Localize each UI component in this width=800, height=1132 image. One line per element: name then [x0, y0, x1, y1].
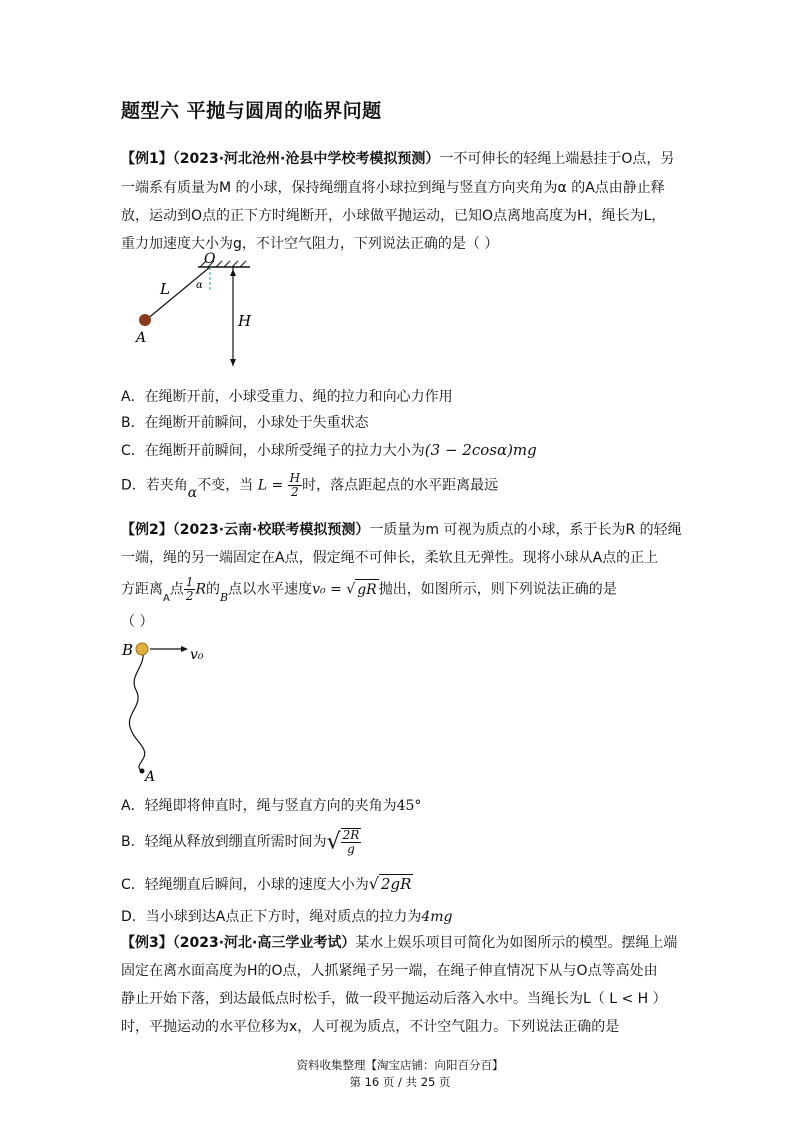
ex2-option-c-text: C．轻绳绷直后瞬间，小球的速度大小为	[121, 877, 369, 893]
ex1-line2: 一端系有质量为M 的小球，保持绳绷直将小球拉到绳与竖直方向夹角为α 的A点由静止释	[121, 180, 665, 196]
fig1-H: H	[238, 312, 252, 330]
ex1-option-d-frac	[288, 472, 302, 499]
fig2-v0: v₀	[190, 647, 204, 663]
ex2-option-d	[121, 906, 453, 926]
ex2-option-d-text: D．当小球到达A点正下方时，绳对质点的拉力为	[121, 909, 422, 925]
fig1-A: A	[136, 330, 147, 346]
point-a	[140, 769, 145, 774]
ball	[139, 314, 151, 326]
ex1-option-d	[121, 472, 498, 499]
ex2-option-a	[121, 795, 421, 815]
ex2-option-c-math: 2gR	[380, 875, 412, 893]
frac-den: 2	[291, 485, 299, 499]
ex2-l3c: 的	[206, 581, 221, 598]
ex2-figure	[118, 635, 218, 785]
ex2-frac	[184, 576, 196, 603]
ex2-option-b: B．轻绳从释放到绷直所需时间为√ $\frac{2R}{g}$	[121, 828, 360, 856]
ex2-l3v: v₀ =	[312, 581, 347, 598]
page-number: 第 16 页 / 共 25 页	[349, 1075, 451, 1089]
ex1-source: （2023·河北沧州·沧县中学校考模拟预测）	[172, 151, 440, 167]
ex1-option-a: A．在绳断开前，小球受重力、绳的拉力和向心力作用	[121, 389, 453, 405]
ex2-option-c: C．轻绳绷直后瞬间，小球的速度大小为√ 2gR	[121, 874, 412, 893]
ex1-option-d-L: L =	[257, 477, 284, 494]
ex2-source: （2023·云南·校联考模拟预测）	[172, 522, 370, 538]
ex1-text1: 一不可伸长的轻绳上端悬挂于O点，另	[439, 151, 675, 167]
ex3-text1: 某水上娱乐项目可简化为如图所示的模型。摆绳上端	[355, 935, 678, 951]
ex1-line3: 放，运动到O点的正下方时绳断开，小球做平抛运动，已知O点离地高度为H，绳长为L，	[121, 208, 666, 224]
ex3-line2: 固定在离水面高度为H的O点，人抓紧绳子另一端，在绳子伸直情况下从与O点等高处由	[121, 963, 658, 979]
ex1-option-d-alpha: α	[187, 484, 198, 501]
page-title: 题型六 平抛与圆周的临界问题	[121, 100, 382, 122]
ex2-l3a: 方距离	[121, 581, 163, 598]
ex1-option-c	[121, 440, 537, 460]
ex1-option-d-text2: 不变，当	[197, 477, 254, 494]
ex1-option-c-text: C．在绳断开前瞬间，小球所受绳子的拉力大小为	[121, 443, 425, 459]
ex2-option-d-math: 4mg	[421, 909, 453, 925]
ex3-tag: 【例3】	[121, 935, 173, 951]
ex1-line4: 重力加速度大小为g，不计空气阻力，下列说法正确的是（ ）	[121, 236, 499, 252]
ex2-l3sqrt: gR	[355, 579, 379, 600]
frac-num: 1	[185, 575, 194, 589]
frac-num: H	[289, 471, 301, 485]
fig2-A: A	[145, 769, 156, 785]
ex3-line1	[121, 933, 677, 953]
ex1-line1	[121, 149, 674, 169]
ex2-l3b: 点	[169, 581, 184, 598]
ex3-line4: 时，平抛运动的水平位移为x，人可视为质点，不计空气阻力。下列说法正确的是	[121, 1019, 620, 1035]
ex1-option-d-text3: 时，落点距起点的水平距离最远	[302, 477, 499, 494]
ex2-paren: （ ）	[121, 614, 154, 630]
ex1-figure	[130, 250, 270, 375]
ex2-option-b-text: B．轻绳从释放到绷直所需时间为	[121, 834, 327, 850]
fig1-O: O	[204, 251, 216, 267]
ex2-option-a-text: A．轻绳即将伸直时，绳与竖直方向的夹角为	[121, 798, 397, 814]
ex1-option-b: B．在绳断开前瞬间，小球处于失重状态	[121, 415, 369, 431]
ex2-tag: 【例2】	[121, 522, 173, 538]
ex1-option-d-text1: D．若夹角	[121, 477, 188, 494]
ex2-option-b-frac	[341, 828, 362, 856]
frac-den: 2	[185, 589, 194, 603]
ex1-tag: 【例1】	[121, 151, 173, 167]
ex2-text1: 一质量为m 可视为质点的小球，系于长为R 的轻绳	[369, 522, 682, 538]
frac-den: g	[347, 842, 355, 856]
fig1-L: L	[160, 280, 170, 298]
footer-source: 资料收集整理【淘宝店铺：向阳百分百】	[296, 1058, 504, 1072]
ex2-option-a-math: 45°	[396, 798, 422, 814]
ex3-line3: 静止开始下落，到达最低点时松手，做一段平抛运动后落入水中。当绳长为L（ L < H ）	[121, 991, 667, 1007]
ex1-option-c-math: (3 − 2cosα)mg	[424, 441, 537, 459]
ex2-l3R: R	[195, 581, 207, 598]
ex3-source: （2023·河北·高三学业考试）	[172, 935, 356, 951]
fig2-B: B	[122, 641, 134, 659]
ex2-line1	[121, 520, 682, 540]
ex2-line2: 一端，绳的另一端固定在A点，假定绳不可伸长，柔软且无弹性。现将小球从A点的正上	[121, 550, 659, 566]
ex2-l3A: A	[163, 592, 170, 604]
ex2-line3: 方距离$_A$点 $\frac{1}{2}$ R的$_B$点以水平速度v₀ = √ gR 抛出，如图所示，则下列说法正确的是	[121, 575, 617, 604]
ball	[136, 643, 148, 655]
ex2-l3d: 点以水平速度	[228, 581, 313, 598]
ex2-l3e: 抛出，如图所示，则下列说法正确的是	[378, 581, 617, 598]
frac-num: 2R	[342, 828, 360, 842]
fig1-alpha: α	[196, 280, 203, 291]
ex2-l3B: B	[220, 590, 229, 604]
